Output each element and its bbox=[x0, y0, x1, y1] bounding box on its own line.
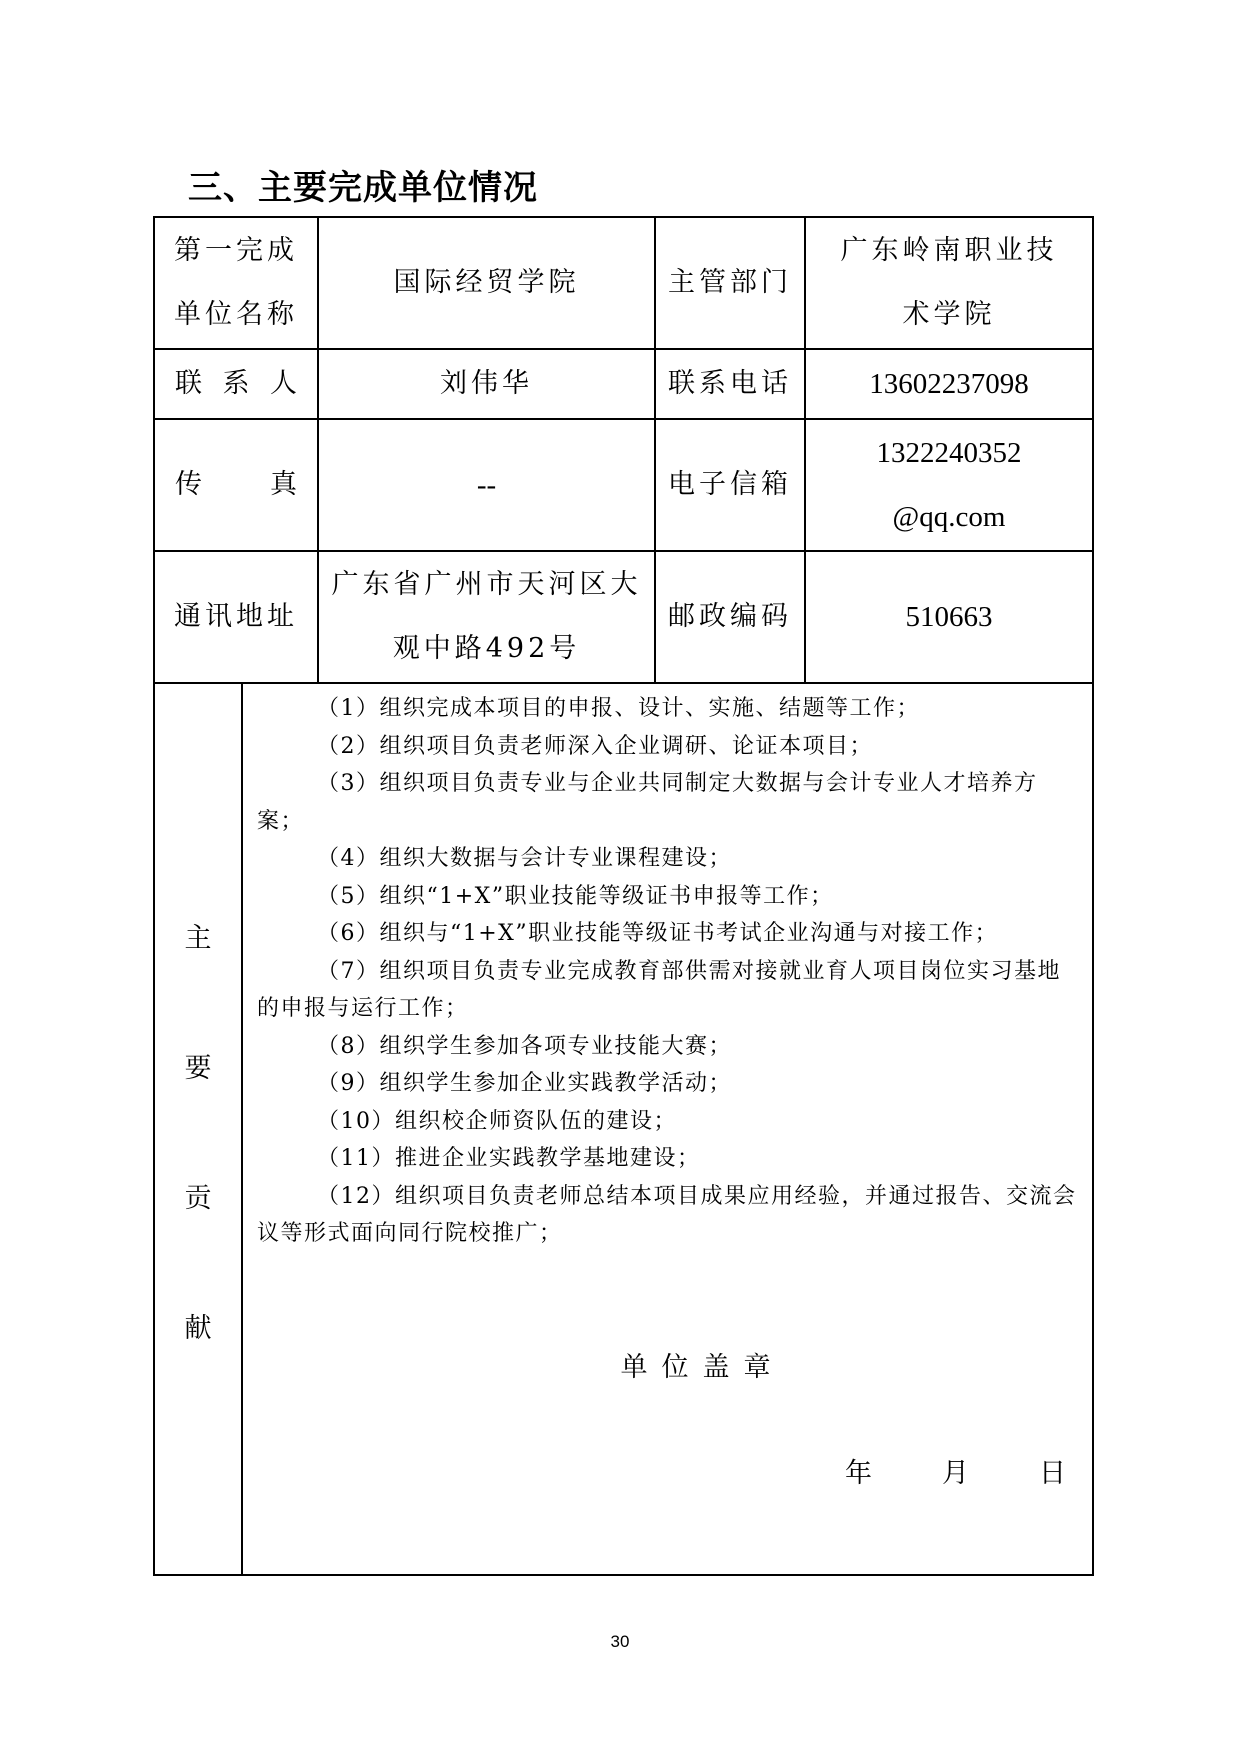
contact-value: 刘伟华 bbox=[318, 349, 655, 419]
postcode-value: 510663 bbox=[805, 551, 1093, 683]
email-value: 1322240352 @qq.com bbox=[805, 419, 1093, 551]
unit-info-table bbox=[153, 216, 1094, 1576]
table-row bbox=[154, 551, 1093, 683]
unit-name-value: 国际经贸学院 bbox=[318, 217, 655, 349]
list-item: （11）推进企业实践教学基地建设； bbox=[317, 1146, 701, 1171]
list-item: （9）组织学生参加企业实践教学活动； bbox=[317, 1071, 732, 1096]
fax-value: -- bbox=[318, 419, 655, 551]
list-item: （1）组织完成本项目的申报、设计、实施、结题等工作； bbox=[317, 696, 920, 721]
list-item: （5）组织“1+X”职业技能等级证书申报等工作； bbox=[317, 883, 834, 909]
table-row bbox=[154, 217, 1093, 349]
address-value: 广东省广州市天河区大 观中路492号 bbox=[318, 551, 655, 683]
date-month: 月 bbox=[942, 1458, 969, 1489]
list-item: （4）组织大数据与会计专业课程建设； bbox=[317, 846, 732, 871]
list-item: （2）组织项目负责老师深入企业调研、论证本项目； bbox=[317, 733, 873, 759]
contribution-list bbox=[243, 684, 1092, 1253]
unit-name-label: 第一完成 单位名称 bbox=[154, 217, 318, 349]
contribution-label: 主 要 贡 献 bbox=[154, 683, 242, 1575]
contact-label: 联 系 人 bbox=[154, 349, 318, 419]
date-year: 年 bbox=[845, 1458, 872, 1489]
list-item: （6）组织与“1+X”职业技能等级证书考试企业沟通与对接工作； bbox=[317, 921, 999, 946]
contribution-content bbox=[242, 683, 1093, 1575]
signature-date bbox=[845, 1459, 1066, 1489]
fax-label: 传 真 bbox=[154, 419, 318, 551]
list-item: （3）组织项目负责专业与企业共同制定大数据与会计专业人才培养方案； bbox=[257, 771, 1038, 834]
dept-label: 主管部门 bbox=[655, 217, 805, 349]
page-number: 30 bbox=[610, 1632, 630, 1651]
phone-value: 13602237098 bbox=[805, 349, 1093, 419]
list-item: （7）组织项目负责专业完成教育部供需对接就业育人项目岗位实习基地的申报与运行工作； bbox=[257, 958, 1061, 1021]
address-label: 通讯地址 bbox=[154, 551, 318, 683]
unit-stamp-label: 单位盖章 bbox=[620, 1352, 785, 1383]
section-title: 三、主要完成单位情况 bbox=[188, 168, 538, 208]
list-item: （10）组织校企师资队伍的建设； bbox=[317, 1108, 677, 1134]
list-item: （8）组织学生参加各项专业技能大赛； bbox=[317, 1033, 732, 1059]
date-day: 日 bbox=[1039, 1458, 1066, 1489]
email-label: 电子信箱 bbox=[655, 419, 805, 551]
list-item: （12）组织项目负责老师总结本项目成果应用经验，并通过报告、交流会议等形式面向同行院校推广； bbox=[257, 1183, 1077, 1246]
table-row bbox=[154, 349, 1093, 419]
table-row bbox=[154, 419, 1093, 551]
phone-label: 联系电话 bbox=[655, 349, 805, 419]
dept-value: 广东岭南职业技 术学院 bbox=[805, 217, 1093, 349]
postcode-label: 邮政编码 bbox=[655, 551, 805, 683]
table-row bbox=[154, 683, 1093, 1575]
